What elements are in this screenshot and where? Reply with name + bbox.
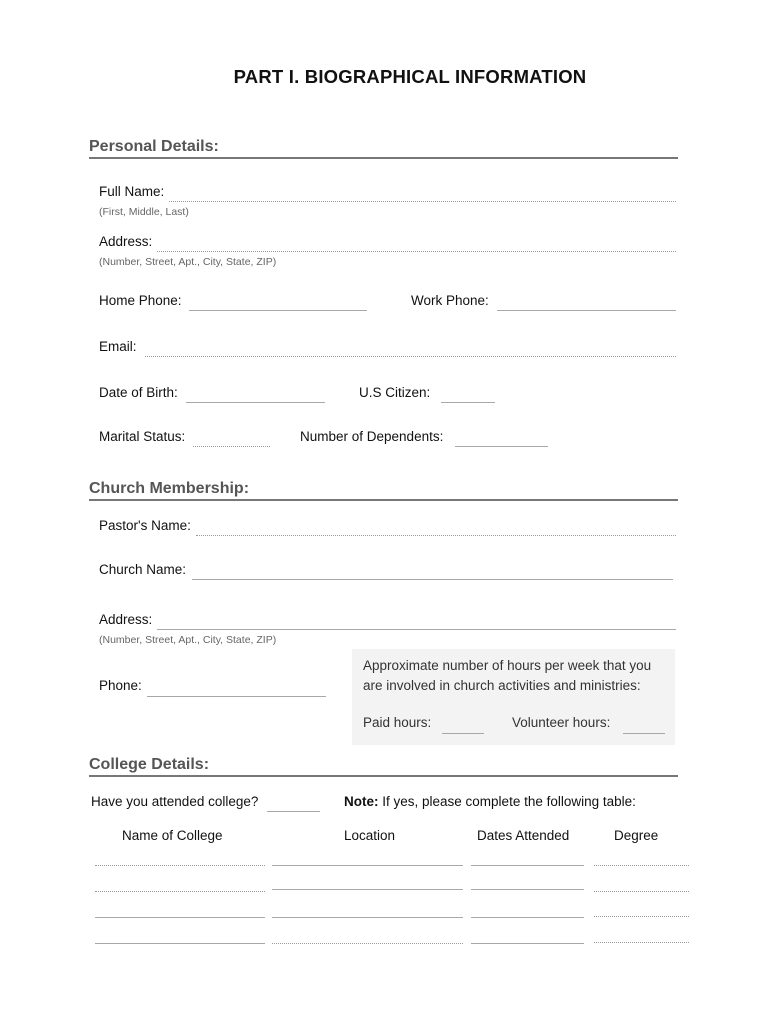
college-note — [344, 794, 636, 809]
hours-text-line1: Approximate number of hours per week that you — [363, 658, 652, 673]
attended-college-label: Have you attended college? — [91, 794, 259, 809]
church-membership-heading: Church Membership: — [89, 480, 250, 497]
dob-label: Date of Birth: — [99, 385, 178, 400]
church-phone-field[interactable] — [147, 696, 326, 697]
paid-hours-field[interactable] — [442, 733, 484, 734]
citizen-label: U.S Citizen: — [359, 385, 431, 400]
col-name-of-college: Name of College — [122, 828, 223, 843]
dob-field[interactable] — [186, 402, 325, 403]
church-name-label: Church Name: — [99, 562, 187, 577]
section-divider — [89, 775, 678, 777]
attended-college-field[interactable] — [267, 811, 320, 812]
address-field[interactable] — [157, 251, 676, 252]
volunteer-hours-field[interactable] — [623, 733, 665, 734]
personal-details-heading: Personal Details: — [89, 138, 219, 155]
table-cell-college-1[interactable] — [95, 865, 265, 866]
marital-status-field[interactable] — [193, 446, 270, 447]
church-address-hint: (Number, Street, Apt., City, State, ZIP) — [99, 634, 277, 646]
church-phone-label: Phone: — [99, 678, 142, 693]
pastor-name-label: Pastor's Name: — [99, 518, 191, 533]
citizen-field[interactable] — [441, 402, 495, 403]
table-cell-location-1[interactable] — [272, 865, 463, 866]
table-cell-degree-1[interactable] — [594, 865, 689, 866]
hours-text-line2: are involved in church activities and ministries: — [363, 678, 641, 693]
page-title: PART I. BIOGRAPHICAL INFORMATION — [233, 66, 587, 87]
dependents-label: Number of Dependents: — [300, 429, 444, 444]
full-name-label: Full Name: — [99, 184, 165, 199]
table-cell-dates-4[interactable] — [471, 943, 584, 944]
church-name-field[interactable] — [192, 579, 673, 580]
note-text: If yes, please complete the following table: — [378, 794, 636, 809]
table-cell-degree-3[interactable] — [594, 916, 689, 917]
email-field[interactable] — [145, 356, 676, 357]
table-cell-degree-2[interactable] — [594, 891, 689, 892]
full-name-hint: (First, Middle, Last) — [99, 206, 189, 218]
note-bold: Note: — [344, 794, 379, 809]
col-degree: Degree — [614, 828, 659, 843]
section-divider — [89, 499, 678, 501]
pastor-name-field[interactable] — [196, 535, 676, 536]
dependents-field[interactable] — [455, 446, 548, 447]
table-cell-college-2[interactable] — [95, 891, 265, 892]
table-cell-college-3[interactable] — [95, 917, 265, 918]
table-cell-college-4[interactable] — [95, 943, 265, 944]
table-cell-dates-3[interactable] — [471, 917, 584, 918]
church-address-field[interactable] — [157, 629, 676, 630]
work-phone-field[interactable] — [497, 310, 676, 311]
table-cell-dates-1[interactable] — [471, 865, 584, 866]
address-hint: (Number, Street, Apt., City, State, ZIP) — [99, 256, 277, 268]
college-details-heading: College Details: — [89, 756, 210, 773]
col-dates-attended: Dates Attended — [477, 828, 570, 843]
address-label: Address: — [99, 234, 153, 249]
church-address-label: Address: — [99, 612, 153, 627]
work-phone-label: Work Phone: — [411, 293, 489, 308]
section-divider — [89, 157, 678, 159]
paid-hours-label: Paid hours: — [363, 715, 432, 730]
full-name-field[interactable] — [169, 201, 676, 202]
table-cell-degree-4[interactable] — [594, 942, 689, 943]
table-cell-location-3[interactable] — [272, 917, 463, 918]
table-cell-location-2[interactable] — [272, 889, 463, 890]
email-label: Email: — [99, 339, 137, 354]
marital-status-label: Marital Status: — [99, 429, 186, 444]
table-cell-location-4[interactable] — [272, 943, 463, 944]
table-cell-dates-2[interactable] — [471, 889, 584, 890]
col-location: Location — [344, 828, 396, 843]
volunteer-hours-label: Volunteer hours: — [512, 715, 611, 730]
home-phone-label: Home Phone: — [99, 293, 182, 308]
home-phone-field[interactable] — [189, 310, 367, 311]
